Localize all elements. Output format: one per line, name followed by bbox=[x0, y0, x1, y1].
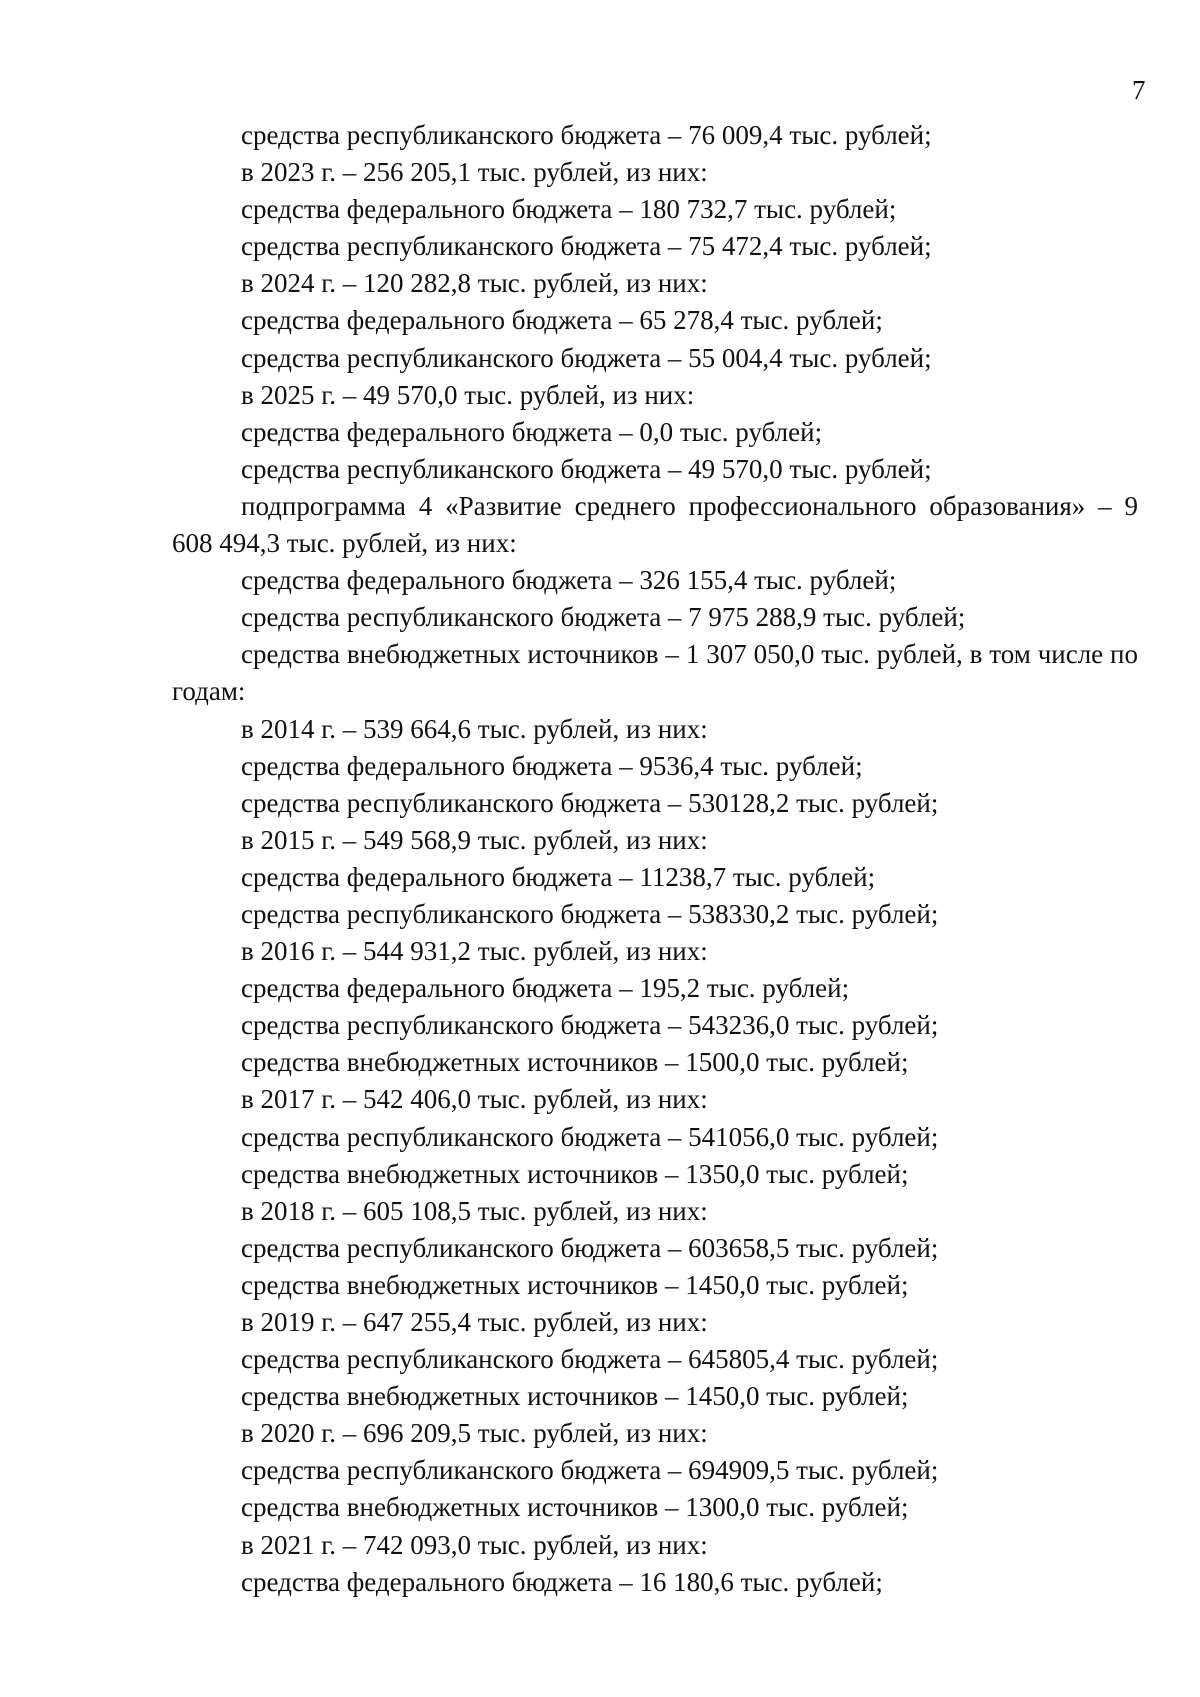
paragraph: средства федерального бюджета – 9536,4 тыс. рублей; bbox=[241, 750, 863, 781]
paragraph: средства федерального бюджета – 65 278,4 тыс. рублей; bbox=[241, 305, 883, 336]
paragraph: средства внебюджетных источников – 1 307 050,0 тыс. рублей, в том числе по годам: bbox=[172, 639, 1138, 707]
paragraph: средства республиканского бюджета – 603658,5 тыс. рублей; bbox=[241, 1232, 939, 1263]
paragraph: средства федерального бюджета – 180 732,7 тыс. рублей; bbox=[241, 194, 897, 225]
paragraph: средства внебюджетных источников – 1350,0 тыс. рублей; bbox=[241, 1158, 909, 1189]
paragraph: средства федерального бюджета – 195,2 тыс. рублей; bbox=[241, 973, 850, 1004]
paragraph: средства республиканского бюджета – 75 472,4 тыс. рублей; bbox=[241, 231, 932, 262]
paragraph: в 2021 г. – 742 093,0 тыс. рублей, из них: bbox=[241, 1529, 708, 1560]
paragraph: в 2025 г. – 49 570,0 тыс. рублей, из них: bbox=[241, 379, 695, 410]
paragraph: средства внебюджетных источников – 1500,0 тыс. рублей; bbox=[241, 1047, 909, 1078]
paragraph: в 2014 г. – 539 664,6 тыс. рублей, из них: bbox=[241, 713, 708, 744]
paragraph: средства внебюджетных источников – 1450,0 тыс. рублей; bbox=[241, 1269, 909, 1300]
subprogram-heading: подпрограмма 4 «Развитие среднего профессионального образования» – 9 608 494,3 тыс. рублей, из них: bbox=[172, 490, 1138, 559]
paragraph: в 2020 г. – 696 209,5 тыс. рублей, из них: bbox=[241, 1418, 708, 1449]
paragraph: средства республиканского бюджета – 76 009,4 тыс. рублей; bbox=[241, 120, 932, 150]
paragraph: в 2019 г. – 647 255,4 тыс. рублей, из них: bbox=[241, 1307, 708, 1337]
paragraph: средства республиканского бюджета – 530128,2 тыс. рублей; bbox=[241, 787, 939, 818]
paragraph: средства республиканского бюджета – 694909,5 тыс. рублей; bbox=[241, 1455, 939, 1486]
paragraph: средства федерального бюджета – 11238,7 тыс. рублей; bbox=[241, 861, 876, 892]
paragraph: средства внебюджетных источников – 1300,0 тыс. рублей; bbox=[241, 1492, 909, 1523]
paragraph: в 2018 г. – 605 108,5 тыс. рублей, из них: bbox=[241, 1195, 708, 1226]
paragraph: средства внебюджетных источников – 1450,0 тыс. рублей; bbox=[241, 1381, 909, 1412]
paragraph: средства республиканского бюджета – 541056,0 тыс. рублей; bbox=[241, 1121, 939, 1152]
paragraph: в 2015 г. – 549 568,9 тыс. рублей, из них: bbox=[241, 824, 708, 855]
paragraph: средства республиканского бюджета – 645805,4 тыс. рублей; bbox=[241, 1344, 939, 1375]
paragraph: средства республиканского бюджета – 49 570,0 тыс. рублей; bbox=[241, 453, 932, 484]
paragraph: средства федерального бюджета – 16 180,6 тыс. рублей; bbox=[241, 1566, 883, 1597]
page-number: 7 bbox=[1132, 75, 1146, 105]
paragraph: в 2023 г. – 256 205,1 тыс. рублей, из них: bbox=[241, 157, 708, 188]
paragraph: средства республиканского бюджета – 538330,2 тыс. рублей; bbox=[241, 898, 939, 929]
document-body bbox=[172, 117, 1138, 1601]
paragraph: в 2016 г. – 544 931,2 тыс. рублей, из них: bbox=[241, 936, 708, 967]
paragraph: средства федерального бюджета – 0,0 тыс. рублей; bbox=[241, 416, 823, 447]
paragraph: средства республиканского бюджета – 7 975 288,9 тыс. рублей; bbox=[241, 602, 966, 633]
paragraph: средства федерального бюджета – 326 155,4 тыс. рублей; bbox=[241, 565, 897, 596]
paragraph: в 2024 г. – 120 282,8 тыс. рублей, из них: bbox=[241, 268, 708, 299]
paragraph: средства республиканского бюджета – 55 004,4 тыс. рублей; bbox=[241, 342, 932, 373]
paragraph: средства республиканского бюджета – 543236,0 тыс. рублей; bbox=[241, 1010, 939, 1041]
paragraph: в 2017 г. – 542 406,0 тыс. рублей, из них: bbox=[241, 1084, 708, 1115]
